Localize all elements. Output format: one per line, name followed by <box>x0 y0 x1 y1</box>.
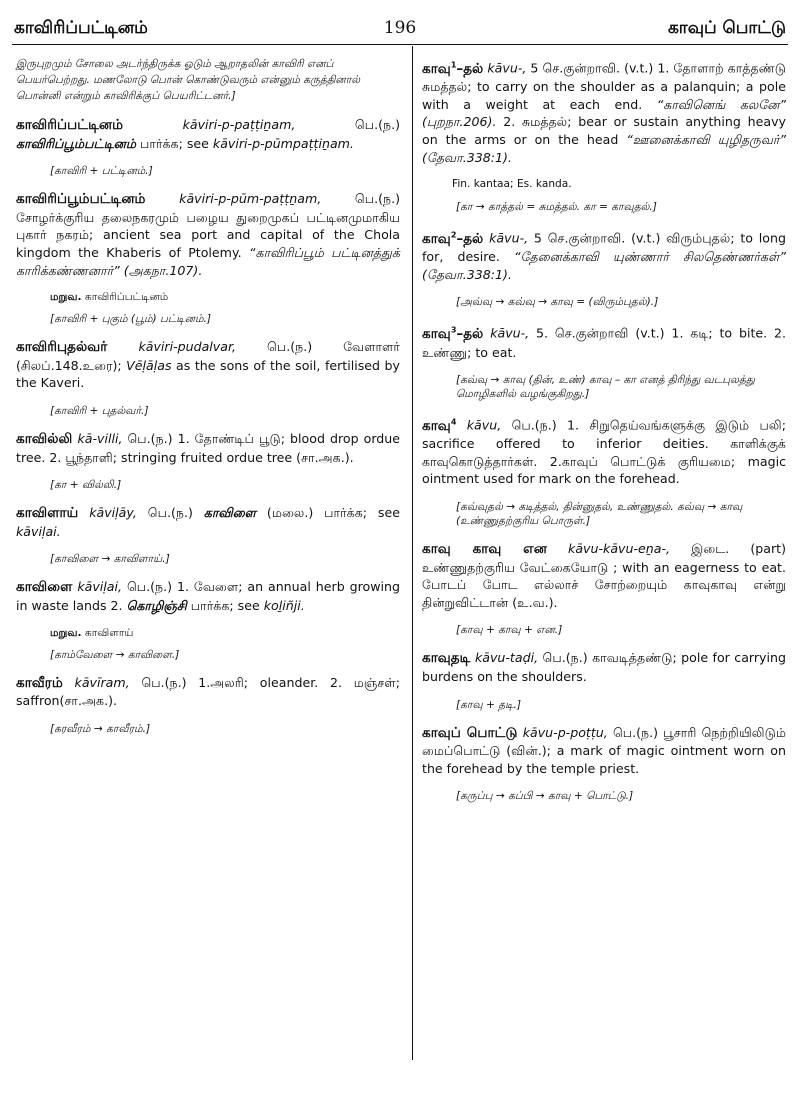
etymology: [கா → காத்தல் = சுமத்தல். கா = காவுதல்.] <box>456 201 657 214</box>
synonym-note <box>50 627 400 640</box>
definition-cont: 2. சுமத்தல்; bear or sustain anything heavy on the arms or on the head <box>422 114 786 147</box>
transliteration: kāviḷāy, <box>89 505 137 521</box>
definition: 5 செ.குன்றாவி. (v.t.) விரும்புதல்; to long for, desire. <box>422 230 786 265</box>
etymology: [காவு + காவு + என.] <box>456 624 563 637</box>
header-right-title: காவுப் பொட்டு <box>667 18 786 38</box>
entry-kavu-tadi <box>422 649 786 685</box>
etymology: [காவிரி + புதல்வர்.] <box>50 404 149 417</box>
definition-cont: பார்க்க; see <box>186 597 264 613</box>
transliteration: kāvu-kāvu-eṉa-, <box>568 541 671 557</box>
entry-ka-villi <box>16 430 400 466</box>
cross-reference-transliteration: kāviḷai. <box>16 523 61 539</box>
page-header <box>0 0 800 48</box>
synonym-value: காவிரிப்பட்டினம் <box>81 291 169 304</box>
synonym-label: மறுவ. <box>50 291 82 304</box>
right-column <box>422 56 786 815</box>
etymology: [காவு + தடி.] <box>456 698 522 711</box>
transliteration: kāvu-, <box>490 325 530 341</box>
part-of-speech: பெ.(ந.) <box>136 505 204 521</box>
transliteration: kāviri-pudalvar, <box>138 339 237 355</box>
headword: காவு காவு என <box>422 541 547 558</box>
transliteration: kāvu-, <box>487 60 527 76</box>
page-number: 196 <box>383 18 417 38</box>
cross-reference: காவிரிப்பூம்பட்டினம் <box>16 135 136 151</box>
definition: இடை. (part) உண்ணுதற்குரிய வேட்கையோடு ; with an eagerness to eat. போடப் போட எல்லாச் சோற்றையும் காவுகாவு என்று தின்றுவிட்டான் (உ.வ.). <box>422 541 786 610</box>
synonym-value: காவிளாய் <box>81 626 134 639</box>
header-left-title: காவிரிப்பட்டினம் <box>14 18 148 38</box>
definition: பெ.(ந.) 1. வேளை; an annual herb growing in waste lands 2. <box>16 579 400 613</box>
entry-kavu-1 <box>422 56 786 166</box>
headword: காவுப் பொட்டு <box>422 724 518 741</box>
etymology: [கருப்பு → கப்பி → காவு + பொட்டு.] <box>456 790 634 803</box>
left-column <box>16 56 400 748</box>
headword: காவிரிப்பூம்பட்டினம் <box>16 191 146 208</box>
definition: பெ.(ந.) வேளாளர் (சிலப்.148.உரை); <box>16 339 400 373</box>
headword: காவிளை <box>16 579 73 596</box>
transliteration: kāvīram, <box>74 674 130 690</box>
definition: பெ.(ந.) சோழர்க்குரிய தலைநகரமும் பழைய துறைமுகப் பட்டினமுமாகிய புகார் நகரம்; ancient sea port and capital of the Chola kingdom the Khaberis of Ptolemy. <box>16 191 400 260</box>
transliteration: kāviri-p-paṭṭiṉam, <box>182 117 296 132</box>
part-of-speech: பெ.(ந.) <box>295 117 400 132</box>
cross-reference-transliteration: kāviri-p-pūmpaṭṭiṉam. <box>212 135 354 151</box>
entry-kavu-kavu-ena <box>422 540 786 611</box>
definition: பெ.(ந.) 1. சிறுதெய்வங்களுக்கு இடும் பலி; sacrifice offered to inferior deities. காளிக்குக் காவுகொடுத்தார்கள். 2.காவுப் பொட்டுக் குரியமை; magic ointment used for mark on the forehead. <box>422 417 786 487</box>
headword: காவில்லி <box>16 430 73 447</box>
headword: காவு$^2$–தல் <box>422 230 484 247</box>
cognates: Fin. kantaa; Es. kanda. <box>452 178 572 191</box>
transliteration: kā-villi, <box>77 430 123 446</box>
cross-reference-transliteration: koḻiñji. <box>263 597 305 613</box>
entry-kaviri-p-pum-pattinam <box>16 190 400 279</box>
citation: “காவிரிப்பூம் பட்டினத்துக் காரிக்கண்ணனார்” (அகநா.107). <box>16 244 400 278</box>
headword: காவுதடி <box>422 650 471 667</box>
etymology: [கரவீரம் → காவீரம்.] <box>50 722 151 735</box>
transliteration: kāvu, <box>466 417 502 433</box>
etymology: [காவிளை → காவிளாய்.] <box>50 553 170 566</box>
definition: பெ.(ந.) பூசாரி நெற்றியிலிடும் மைப்பொட்டு (வின்.); a mark of magic ointment worn on the forehead by the temple priest. <box>422 724 786 776</box>
headword: காவு$^3$–தல் <box>422 325 484 342</box>
entry-kaviri-pudalvar <box>16 338 400 392</box>
etymology: [காவிரி + பட்டினம்.] <box>50 165 153 178</box>
entry-kavu-p-pottu <box>422 724 786 778</box>
synonym-label: மறுவ. <box>50 626 82 639</box>
definition: 5. செ.குன்றாவி (v.t.) 1. கடி; to bite. 2. உண்ணு; to eat. <box>422 325 786 360</box>
synonym-note <box>50 291 400 304</box>
headword: காவிரிப்பட்டினம் <box>16 117 124 133</box>
definition: பெ.(ந.) 1. தோண்டிப் பூடு; blood drop ordue tree. 2. பூந்தாளி; stringing fruited ordue tree (சா.அக.). <box>16 430 400 465</box>
transliteration-inline: Vēḷāḷas <box>126 357 172 373</box>
transliteration: kāvu-taḍi, <box>474 650 539 666</box>
definition-cont: as the sons of the soil, fertilised by the Kaveri. <box>16 357 401 391</box>
citation: “ஊனைக்காவி யுழிதருவர்” (தேவா.338:1). <box>422 131 786 165</box>
transliteration: kāviri-p-pūm-paṭṭṉam, <box>179 191 322 207</box>
entry-kavu-3 <box>422 321 786 361</box>
headword: காவிளாய் <box>16 505 79 522</box>
etymology: [அவ்வு → கவ்வு → காவு = (விரும்புதல்).] <box>456 296 659 309</box>
definition: (மலை.) பார்க்க; see <box>256 505 400 521</box>
definition: பார்க்க; see <box>135 135 213 151</box>
entry-kavilay <box>16 504 400 540</box>
column-divider <box>412 46 413 1060</box>
entry-kavu-2 <box>422 226 786 283</box>
entry-kavu-4 <box>422 413 786 488</box>
cross-reference: காவிளை <box>203 505 257 521</box>
citation: “தேனைக்காவி யுண்ணார் சிலதெண்ணர்கள்” (தேவா.338:1). <box>422 249 787 282</box>
headword: காவு$^4$ <box>422 417 457 434</box>
etymology: [காவிரி + புகும் (பூம்) பட்டினம்.] <box>50 313 212 326</box>
etymology: [காம்வேளை → காவிளை.] <box>50 648 180 661</box>
continued-etymology: இருபுறமும் சோலை அடர்ந்திருக்க ஓடும் ஆறாதலின் காவிரி எனப் பெயர்பெற்றது. மணலோடு பொன் கொண்டுவரும் என்னும் கருத்தினால் பொன்னி என்றும் காவிரிக்குப் பெயரிட்டனர்.] <box>16 58 361 102</box>
cross-reference: கொழிஞ்சி <box>126 597 187 613</box>
definition: பெ.(ந.) காவடித்தண்டு; pole for carrying burdens on the shoulders. <box>422 650 786 684</box>
entry-kavilai <box>16 578 400 614</box>
transliteration: kāvu-, <box>489 230 529 246</box>
etymology: [கவ்வுதல் → கடித்தல், தின்னுதல், உண்ணுதல். கவ்வு → காவு (உண்ணுதற்குரிய பொருள்.] <box>456 501 743 528</box>
definition: 5 செ.குன்றாவி. (v.t.) 1. தோளாற் காத்தண்டு சுமத்தல்; to carry on the shoulder as a palanquin; a pole with a weight at each end. <box>422 60 786 112</box>
headword: காவிரிபுதல்வர் <box>16 339 108 356</box>
transliteration: kāviḷai, <box>77 579 123 595</box>
entry-kaviri-p-pattinam <box>16 116 400 152</box>
etymology: [கவ்வு → காவு (தின், உண்) காவு – கா எனத் திரிந்து வடபுலத்து மொழிகளில் வழங்குகிறது.] <box>456 374 755 401</box>
citation: “காவினெங் கலனே” (புறநா.206). <box>422 96 787 130</box>
definition: பெ.(ந.) 1.அலரி; oleander. 2. மஞ்சள்; saffron(சா.அக.). <box>16 674 400 709</box>
headword: காவீரம் <box>16 674 63 691</box>
headword: காவு$^1$–தல் <box>422 60 484 77</box>
header-rule <box>12 44 788 45</box>
entry-kaviram <box>16 674 400 710</box>
transliteration: kāvu-p-poṭṭu, <box>522 724 608 740</box>
etymology: [கா + வில்லி.] <box>50 479 122 492</box>
